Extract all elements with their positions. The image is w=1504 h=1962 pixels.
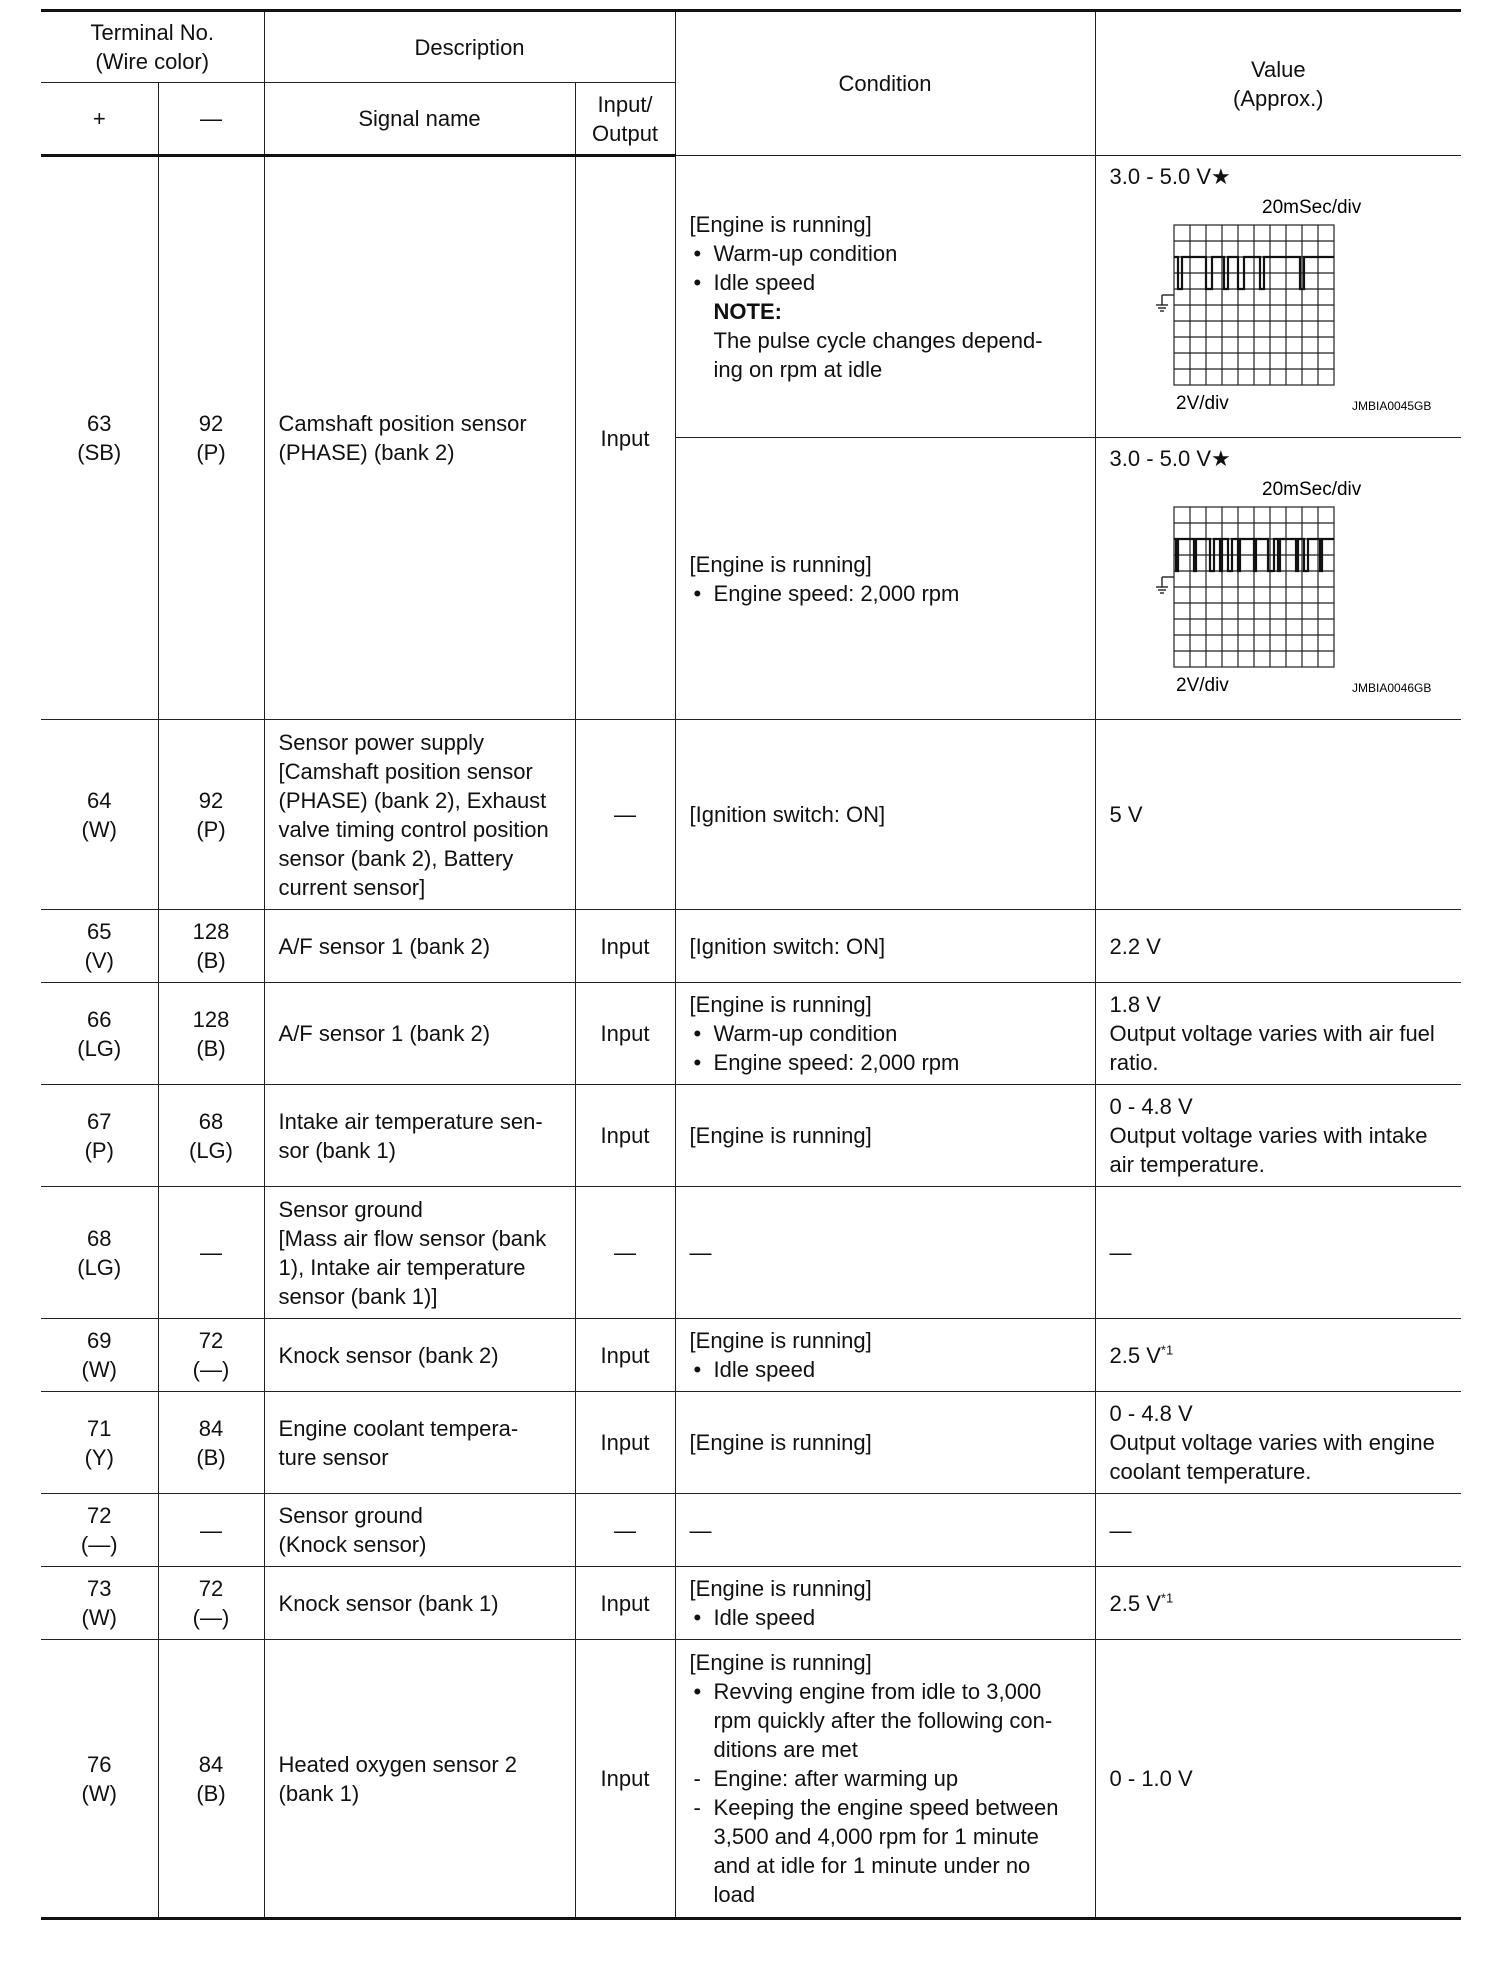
minus-terminal: 128 (B) (158, 983, 264, 1085)
oscilloscope-waveform-idle (1110, 193, 1446, 437)
signal-name: Sensor ground [Mass air flow sensor (bank 1), Intake air temperature sensor (bank 1)] (264, 1187, 575, 1319)
signal-name: Sensor ground (Knock sensor) (264, 1494, 575, 1567)
svg-text:2V/div: 2V/div (1175, 675, 1229, 696)
svg-text:2V/div: 2V/div (1175, 393, 1229, 414)
value: 1.8 V Output voltage varies with air fuel ratio. (1095, 983, 1461, 1085)
minus-terminal: 84 (B) (158, 1392, 264, 1494)
plus-terminal: 65 (V) (41, 910, 158, 983)
condition: [Engine is running] (675, 1085, 1095, 1187)
value-waveform: 3.0 - 5.0 V★ 20mSec/div 2V/div JMBIA0046GB (1095, 438, 1461, 720)
plus-terminal: 69 (W) (41, 1319, 158, 1392)
plus-terminal: 64 (W) (41, 720, 158, 910)
minus-terminal: 128 (B) (158, 910, 264, 983)
table-row (41, 156, 1461, 438)
plus-terminal: 67 (P) (41, 1085, 158, 1187)
io-type: Input (575, 1567, 675, 1640)
signal-name-header: Signal name (264, 83, 575, 156)
condition: [Engine is running] (675, 1392, 1095, 1494)
plus-terminal: 71 (Y) (41, 1392, 158, 1494)
table-row (41, 1494, 1461, 1567)
minus-terminal: — (158, 1494, 264, 1567)
signal-name: Engine coolant tempera- ture sensor (264, 1392, 575, 1494)
value: 2.2 V (1095, 910, 1461, 983)
io-header: Input/ Output (575, 83, 675, 156)
condition: [Engine is running] • Idle speed (675, 1567, 1095, 1640)
value: — (1095, 1494, 1461, 1567)
table-row (41, 1640, 1461, 1919)
io-type: Input (575, 1085, 675, 1187)
signal-name: A/F sensor 1 (bank 2) (264, 910, 575, 983)
condition: [Engine is running] • Warm-up condition • Idle speed NOTE: The pulse cycle changes depend- ing on rpm at idle (675, 156, 1095, 438)
value: 5 V (1095, 720, 1461, 910)
signal-name: Heated oxygen sensor 2 (bank 1) (264, 1640, 575, 1919)
value: — (1095, 1187, 1461, 1319)
table-row (41, 1085, 1461, 1187)
minus-terminal: 92 (P) (158, 720, 264, 910)
description-header: Description (264, 11, 675, 83)
condition: [Engine is running] • Engine speed: 2,000 rpm (675, 438, 1095, 720)
signal-name: Knock sensor (bank 1) (264, 1567, 575, 1640)
condition: [Ignition switch: ON] (675, 910, 1095, 983)
condition: — (675, 1494, 1095, 1567)
svg-text:20mSec/div: 20mSec/div (1261, 479, 1361, 500)
plus-header: + (41, 83, 158, 156)
io-type: Input (575, 1640, 675, 1919)
value-header: Value (Approx.) (1095, 11, 1461, 156)
io-type: Input (575, 1392, 675, 1494)
table-row (41, 1319, 1461, 1392)
value-waveform: 3.0 - 5.0 V★ 20mSec/div 2V/div JMBIA0045GB (1095, 156, 1461, 438)
plus-terminal: 76 (W) (41, 1640, 158, 1919)
signal-name: Camshaft position sensor (PHASE) (bank 2) (264, 156, 575, 720)
signal-name: Intake air temperature sen- sor (bank 1) (264, 1085, 575, 1187)
terminal-header: Terminal No. (Wire color) (41, 11, 264, 83)
value: 0 - 1.0 V (1095, 1640, 1461, 1919)
plus-terminal: 66 (LG) (41, 983, 158, 1085)
condition: [Engine is running] • Warm-up condition • Engine speed: 2,000 rpm (675, 983, 1095, 1085)
value: 0 - 4.8 V Output voltage varies with intake air temperature. (1095, 1085, 1461, 1187)
condition-header: Condition (675, 11, 1095, 156)
minus-terminal: 84 (B) (158, 1640, 264, 1919)
oscilloscope-waveform-2000rpm (1110, 475, 1446, 719)
svg-text:JMBIA0046GB: JMBIA0046GB (1351, 681, 1431, 695)
condition: [Ignition switch: ON] (675, 720, 1095, 910)
svg-text:JMBIA0045GB: JMBIA0045GB (1351, 399, 1431, 413)
ecm-terminal-table (41, 9, 1461, 1920)
signal-name: Knock sensor (bank 2) (264, 1319, 575, 1392)
svg-text:20mSec/div: 20mSec/div (1261, 197, 1361, 218)
io-type: — (575, 1187, 675, 1319)
table-row (41, 1392, 1461, 1494)
table-row (41, 910, 1461, 983)
value: 0 - 4.8 V Output voltage varies with engine coolant temperature. (1095, 1392, 1461, 1494)
io-type: — (575, 720, 675, 910)
minus-terminal: — (158, 1187, 264, 1319)
minus-terminal: 72 (—) (158, 1567, 264, 1640)
table-row (41, 1567, 1461, 1640)
io-type: Input (575, 1319, 675, 1392)
condition: — (675, 1187, 1095, 1319)
table-row (41, 1187, 1461, 1319)
plus-terminal: 68 (LG) (41, 1187, 158, 1319)
io-type: Input (575, 156, 675, 720)
table-row (41, 983, 1461, 1085)
plus-terminal: 73 (W) (41, 1567, 158, 1640)
condition: [Engine is running] • Idle speed (675, 1319, 1095, 1392)
signal-name: Sensor power supply [Camshaft position sensor (PHASE) (bank 2), Exhaust valve timing control position sensor (bank 2), Battery current sensor] (264, 720, 575, 910)
condition: [Engine is running] • Revving engine from idle to 3,000 rpm quickly after the following con- ditions are met - Engine: after warming up - Keeping the engine speed between 3,500 and 4,000 rpm for 1 minute and at idle for 1 minute under no load (675, 1640, 1095, 1919)
minus-header: — (158, 83, 264, 156)
minus-terminal: 68 (LG) (158, 1085, 264, 1187)
minus-terminal: 72 (—) (158, 1319, 264, 1392)
table-row (41, 720, 1461, 910)
value: 2.5 $V^{*1}$ (1095, 1319, 1461, 1392)
plus-terminal: 63 (SB) (41, 156, 158, 720)
signal-name: A/F sensor 1 (bank 2) (264, 983, 575, 1085)
io-type: — (575, 1494, 675, 1567)
minus-terminal: 92 (P) (158, 156, 264, 720)
plus-terminal: 72 (—) (41, 1494, 158, 1567)
io-type: Input (575, 983, 675, 1085)
value: 2.5 $V^{*1}$ (1095, 1567, 1461, 1640)
io-type: Input (575, 910, 675, 983)
